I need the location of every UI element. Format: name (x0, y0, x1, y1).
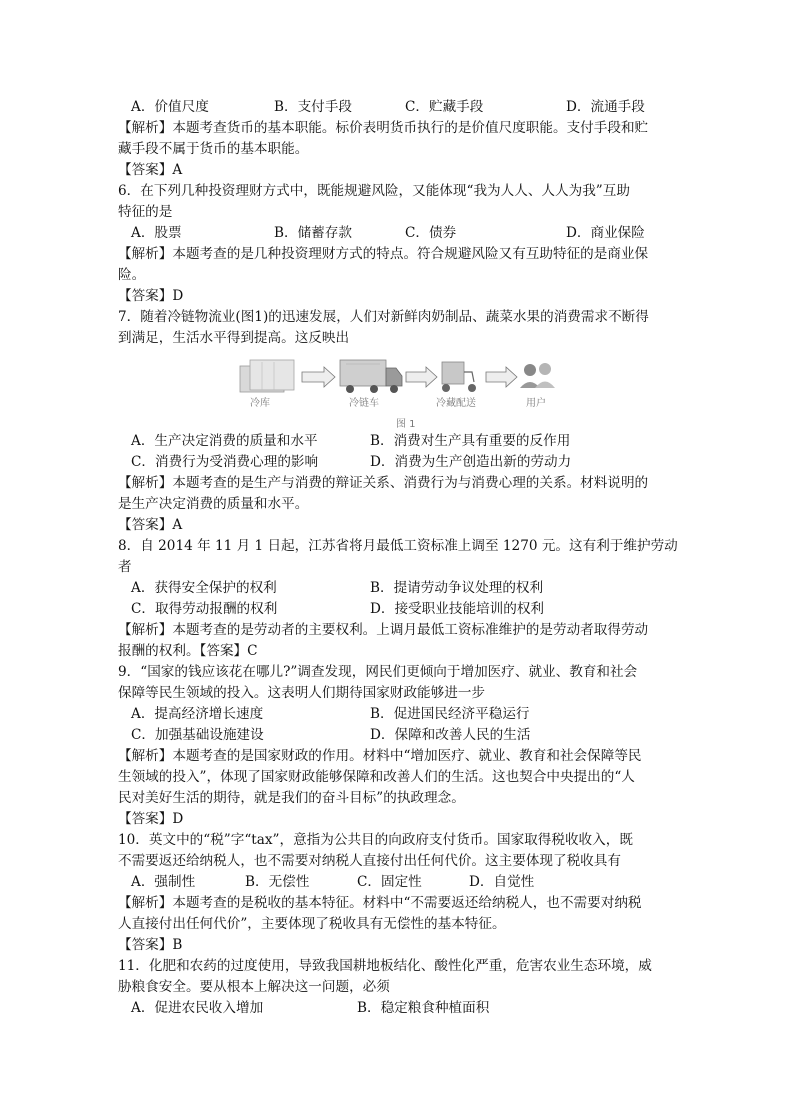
q5-analysis-line-1: 【解析】本题考查货币的基本职能。标价表明货币执行的是价值尺度职能。支付手段和贮 (118, 120, 649, 136)
q9-stem-line-2: 保障等民生领域的投入。这表明人们期待国家财政能够进一步 (118, 685, 486, 701)
q6-analysis-line-1: 【解析】本题考查的是几种投资理财方式的特点。符合规避风险又有互助特征的是商业保 (118, 246, 649, 262)
cold-chain-figure (234, 352, 564, 432)
q9-analysis-line-2: 生领域的投入”，体现了国家财政能够保障和改善人们的生活。这也契合中央提出的“人 (118, 769, 635, 785)
q8-stem-line-2: 者 (118, 559, 132, 575)
q10-option-d: D．自觉性 (469, 874, 535, 890)
q7-answer: 【答案】A (118, 517, 183, 533)
cold-chain-diagram (234, 352, 564, 432)
q6-stem-line-1: 6．在下列几种投资理财方式中，既能规避风险，又能体现“我为人人、人人为我”互助 (118, 183, 630, 199)
q6-answer: 【答案】D (118, 288, 184, 304)
q6-option-c: C．债券 (405, 225, 457, 241)
q7-option-c: C．消费行为受消费心理的影响 (131, 454, 319, 470)
q8-option-c: C．取得劳动报酬的权利 (131, 601, 278, 617)
q9-option-b: B．促进国民经济平稳运行 (370, 706, 530, 722)
q9-option-a: A．提高经济增长速度 (131, 706, 264, 722)
q10-stem-line-1: 10．英文中的“税”字“tax”，意指为公共目的向政府支付货币。国家取得税收收入，既 (118, 832, 633, 848)
figure-label-delivery: 冷藏配送 (436, 398, 476, 409)
figure-label-cold-storage: 冷库 (250, 398, 270, 409)
q9-stem-line-1: 9．“国家的钱应该花在哪儿?”调查发现，网民们更倾向于增加医疗、就业、教育和社会 (118, 664, 638, 680)
q10-option-c: C．固定性 (357, 874, 422, 890)
q8-analysis-line-1: 【解析】本题考查的是劳动者的主要权利。上调月最低工资标准维护的是劳动者取得劳动 (118, 622, 649, 638)
q10-option-a: A．强制性 (131, 874, 196, 890)
delivery-tricycle-icon (442, 362, 476, 392)
q8-analysis-line-2: 报酬的权利。【答案】C (118, 643, 258, 659)
q11-option-a: A．促进农民收入增加 (131, 1000, 264, 1016)
arrow-icon-2 (406, 367, 437, 387)
q5-option-d: D．流通手段 (566, 99, 645, 115)
q6-option-d: D．商业保险 (566, 225, 645, 241)
q9-analysis-line-1: 【解析】本题考查的是国家财政的作用。材料中“增加医疗、就业、教育和社会保障等民 (118, 748, 642, 764)
figure-label-users: 用户 (526, 398, 546, 409)
q7-analysis-line-1: 【解析】本题考查的是生产与消费的辩证关系、消费行为与消费心理的关系。材料说明的 (118, 475, 649, 491)
arrow-icon-1 (302, 367, 335, 387)
q6-stem-line-2: 特征的是 (118, 204, 173, 220)
q6-option-a: A．股票 (131, 225, 182, 241)
users-icon (520, 363, 555, 388)
q6-analysis-line-2: 险。 (118, 267, 146, 283)
q9-option-d: D．保障和改善人民的生活 (370, 727, 531, 743)
q10-answer: 【答案】B (118, 937, 183, 953)
cold-storage-icon (240, 360, 294, 392)
q7-stem-line-2: 到满足，生活水平得到提高。这反映出 (118, 330, 350, 346)
q8-stem-line-1: 8．自 2014 年 11 月 1 日起，江苏省将月最低工资标准上调至 1270 元。这有利于维护劳动 (118, 538, 678, 554)
q7-option-b: B．消费对生产具有重要的反作用 (370, 433, 571, 449)
q10-stem-line-2: 不需要返还给纳税人，也不需要对纳税人直接付出任何代价。这主要体现了税收具有 (118, 853, 621, 869)
q7-stem-line-1: 7．随着冷链物流业(图1)的迅速发展，人们对新鲜肉奶制品、蔬菜水果的消费需求不断得 (118, 309, 649, 325)
q8-option-d: D．接受职业技能培训的权利 (370, 601, 545, 617)
q5-option-c: C．贮藏手段 (405, 99, 484, 115)
q7-option-a: A．生产决定消费的质量和水平 (131, 433, 318, 449)
figure-label-truck: 冷链车 (349, 398, 379, 409)
q11-option-b: B．稳定粮食种植面积 (357, 1000, 490, 1016)
q10-option-b: B．无偿性 (245, 874, 310, 890)
q5-option-b: B．支付手段 (274, 99, 352, 115)
q7-option-d: D．消费为生产创造出新的劳动力 (370, 454, 572, 470)
figure-caption: 图 1 (396, 419, 416, 430)
refrigerated-truck-icon (340, 360, 402, 393)
q6-option-b: B．储蓄存款 (274, 225, 352, 241)
q5-analysis-line-2: 藏手段不属于货币的基本职能。 (118, 141, 309, 157)
q5-option-a: A．价值尺度 (131, 99, 209, 115)
q9-option-c: C．加强基础设施建设 (131, 727, 264, 743)
q9-analysis-line-3: 民对美好生活的期待，就是我们的奋斗目标”的执政理念。 (118, 790, 465, 806)
q7-analysis-line-2: 是生产决定消费的质量和水平。 (118, 496, 309, 512)
q8-option-b: B．提请劳动争议处理的权利 (370, 580, 544, 596)
q10-analysis-line-1: 【解析】本题考查的是税收的基本特征。材料中“不需要返还给纳税人，也不需要对纳税 (118, 895, 642, 911)
q8-option-a: A．获得安全保护的权利 (131, 580, 277, 596)
q11-stem-line-2: 胁粮食安全。要从根本上解决这一问题，必须 (118, 979, 390, 995)
q9-answer: 【答案】D (118, 811, 184, 827)
arrow-icon-3 (486, 367, 517, 387)
q5-answer: 【答案】A (118, 162, 183, 178)
q11-stem-line-1: 11．化肥和农药的过度使用，导致我国耕地板结化、酸性化严重，危害农业生态环境，威 (118, 958, 652, 974)
q10-analysis-line-2: 人直接付出任何代价”，主要体现了税收具有无偿性的基本特征。 (118, 916, 506, 932)
